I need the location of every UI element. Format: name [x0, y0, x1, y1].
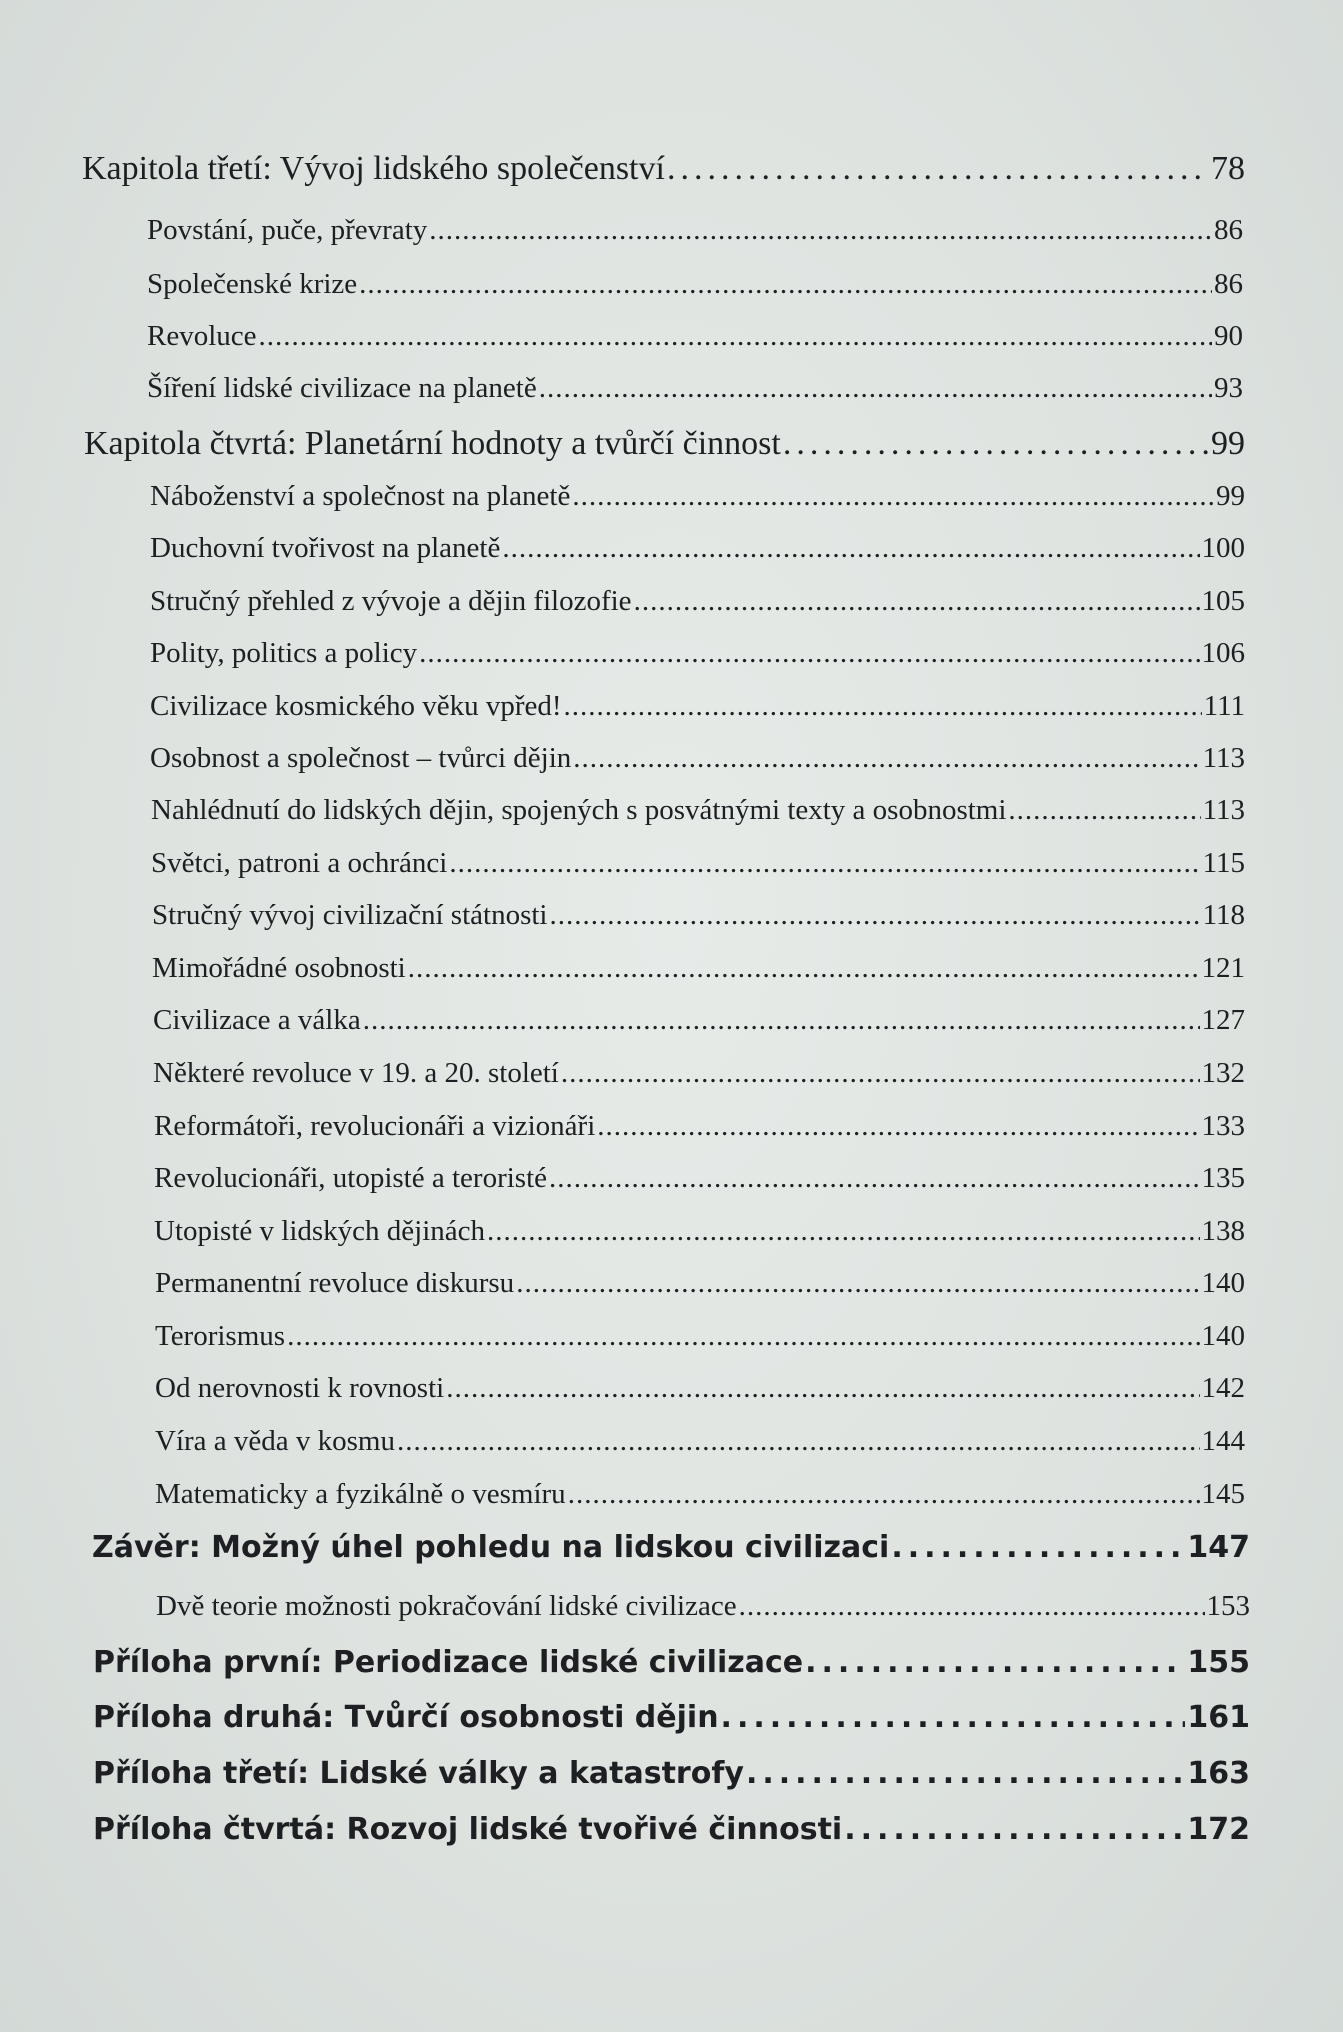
- dot-leader: [891, 1530, 1185, 1565]
- dot-leader: [568, 1478, 1200, 1511]
- dot-leader: [739, 1590, 1205, 1623]
- toc-section-entry: [147, 372, 1243, 405]
- dot-leader: [408, 952, 1200, 985]
- toc-entry-title: Mimořádné osobnosti: [152, 952, 406, 984]
- toc-entry-title: Kapitola třetí: Vývoj lidského společenství: [82, 150, 665, 187]
- toc-section-entry: [150, 532, 1245, 565]
- toc-page-number: 140: [1201, 1267, 1245, 1299]
- toc-page-number: 111: [1203, 690, 1245, 722]
- toc-entry-title: Některé revoluce v 19. a 20. století: [153, 1057, 559, 1089]
- toc-section-entry: [150, 585, 1245, 618]
- toc-section-entry: [153, 1004, 1245, 1037]
- toc-page-number: 138: [1201, 1215, 1245, 1247]
- toc-page-number: 133: [1201, 1110, 1245, 1142]
- toc-page-number: 155: [1187, 1645, 1250, 1680]
- toc-entry-title: Šíření lidské civilizace na planetě: [147, 372, 537, 404]
- dot-leader: [634, 585, 1200, 618]
- toc-page-number: 121: [1201, 952, 1245, 984]
- toc-page-number: 115: [1202, 847, 1245, 879]
- toc-section-entry: [156, 1590, 1250, 1623]
- dot-leader: [449, 847, 1200, 880]
- toc-entry-title: Duchovní tvořivost na planetě: [150, 532, 501, 564]
- toc-page-number: 99: [1211, 425, 1245, 462]
- toc-page-number: 113: [1202, 742, 1245, 774]
- toc-entry-title: Civilizace a válka: [153, 1004, 361, 1036]
- toc-entry-title: Stručný vývoj civilizační státnosti: [152, 899, 548, 931]
- toc-page-number: 113: [1202, 794, 1245, 826]
- toc-page-number: 142: [1201, 1372, 1245, 1404]
- dot-leader: [564, 690, 1202, 723]
- toc-entry-title: Osobnost a společnost – tvůrci dějin: [150, 742, 572, 774]
- toc-entry-title: Terorismus: [155, 1320, 286, 1352]
- dot-leader: [721, 1700, 1186, 1735]
- toc-entry-title: Dvě teorie možnosti pokračování lidské civilizace: [156, 1590, 737, 1622]
- toc-page-number: 153: [1206, 1590, 1250, 1622]
- toc-chapter-entry: [93, 1756, 1250, 1791]
- toc-page-number: 105: [1201, 585, 1245, 617]
- toc-section-entry: [147, 320, 1243, 353]
- toc-section-entry: [153, 1057, 1245, 1090]
- toc-entry-title: Revolucionáři, utopisté a teroristé: [154, 1162, 548, 1194]
- toc-entry-title: Světci, patroni a ochránci: [151, 847, 448, 879]
- toc-entry-title: Příloha třetí: Lidské války a katastrofy: [93, 1756, 744, 1791]
- toc-page-number: 100: [1201, 532, 1245, 564]
- toc-chapter-entry: [84, 425, 1245, 463]
- dot-leader: [502, 532, 1199, 565]
- dot-leader: [359, 268, 1212, 301]
- toc-page-number: 135: [1201, 1162, 1245, 1194]
- toc-page-number: 144: [1201, 1425, 1245, 1457]
- dot-leader: [446, 1372, 1199, 1405]
- toc-page-number: 86: [1214, 268, 1243, 300]
- toc-entry-title: Příloha druhá: Tvůrčí osobnosti dějin: [93, 1700, 719, 1735]
- toc-entry-title: Polity, politics a policy: [150, 637, 418, 669]
- toc-page-number: 161: [1187, 1700, 1250, 1735]
- toc-page-number: 99: [1216, 480, 1245, 512]
- toc-entry-title: Závěr: Možný úhel pohledu na lidskou civilizaci: [92, 1530, 890, 1565]
- toc-page-number: 90: [1214, 320, 1243, 352]
- toc-entry-title: Příloha čtvrtá: Rozvoj lidské tvořivé činnosti: [93, 1812, 843, 1847]
- dot-leader: [363, 1004, 1200, 1037]
- toc-chapter-entry: [93, 1645, 1250, 1680]
- toc-entry-title: Matematicky a fyzikálně o vesmíru: [155, 1478, 566, 1510]
- dot-leader: [397, 1425, 1200, 1458]
- toc-page-number: 140: [1201, 1320, 1245, 1352]
- toc-entry-title: Stručný přehled z vývoje a dějin filozofie: [150, 585, 632, 617]
- dot-leader: [573, 742, 1200, 775]
- toc-chapter-entry: [82, 150, 1245, 188]
- dot-leader: [549, 899, 1200, 932]
- toc-section-entry: [155, 1267, 1245, 1300]
- toc-entry-title: Civilizace kosmického věku vpřed!: [150, 690, 562, 722]
- toc-page-number: 78: [1211, 150, 1245, 187]
- toc-page-number: 172: [1187, 1812, 1250, 1847]
- toc-page-number: 93: [1214, 372, 1243, 404]
- toc-page-number: 132: [1201, 1057, 1245, 1089]
- dot-leader: [561, 1057, 1200, 1090]
- dot-leader: [746, 1756, 1185, 1791]
- toc-section-entry: [147, 214, 1243, 247]
- dot-leader: [539, 372, 1212, 405]
- toc-page-number: 106: [1201, 637, 1245, 669]
- dot-leader: [1008, 794, 1200, 827]
- toc-entry-title: Reformátoři, revolucionáři a vizionáři: [154, 1110, 596, 1142]
- toc-section-entry: [147, 268, 1243, 301]
- toc-entry-title: Utopisté v lidských dějinách: [154, 1215, 486, 1247]
- toc-section-entry: [154, 1110, 1245, 1143]
- toc-section-entry: [154, 1215, 1245, 1248]
- dot-leader: [287, 1320, 1199, 1353]
- toc-chapter-entry: [93, 1812, 1250, 1847]
- toc-page-number: 147: [1187, 1530, 1250, 1565]
- toc-page-number: 86: [1214, 214, 1243, 246]
- toc-entry-title: Společenské krize: [147, 268, 358, 300]
- dot-leader: [516, 1267, 1199, 1300]
- dot-leader: [429, 214, 1212, 247]
- dot-leader: [844, 1812, 1185, 1847]
- toc-section-entry: [150, 690, 1245, 723]
- toc-entry-title: Povstání, puče, převraty: [147, 214, 428, 246]
- toc-page-number: 163: [1187, 1756, 1250, 1791]
- toc-chapter-entry: [93, 1700, 1250, 1735]
- toc-section-entry: [150, 742, 1245, 775]
- toc-entry-title: Nahlédnutí do lidských dějin, spojených s posvátnými texty a osobnostmi: [151, 794, 1007, 826]
- toc-section-entry: [150, 480, 1245, 513]
- toc-entry-title: Revoluce: [147, 320, 257, 352]
- dot-leader: [259, 320, 1212, 353]
- dot-leader: [783, 425, 1209, 463]
- toc-page-number: 145: [1201, 1478, 1245, 1510]
- dot-leader: [805, 1645, 1185, 1680]
- toc-entry-title: Příloha první: Periodizace lidské civilizace: [93, 1645, 804, 1680]
- dot-leader: [487, 1215, 1199, 1248]
- toc-entry-title: Víra a věda v kosmu: [155, 1425, 395, 1457]
- toc-chapter-entry: [92, 1530, 1250, 1565]
- toc-section-entry: [155, 1320, 1245, 1353]
- toc-entry-title: Náboženství a společnost na planetě: [150, 480, 571, 512]
- toc-section-entry: [154, 1162, 1245, 1195]
- toc-section-entry: [150, 637, 1245, 670]
- toc-section-entry: [152, 899, 1245, 932]
- toc-section-entry: [155, 1425, 1245, 1458]
- toc-section-entry: [155, 1478, 1245, 1511]
- toc-entry-title: Kapitola čtvrtá: Planetární hodnoty a tvůrčí činnost: [84, 425, 781, 462]
- toc-section-entry: [152, 952, 1245, 985]
- toc-entry-title: Permanentní revoluce diskursu: [155, 1267, 515, 1299]
- toc-page-number: 118: [1202, 899, 1245, 931]
- toc-section-entry: [155, 1372, 1245, 1405]
- dot-leader: [419, 637, 1199, 670]
- dot-leader: [597, 1110, 1199, 1143]
- dot-leader: [549, 1162, 1199, 1195]
- dot-leader: [572, 480, 1214, 513]
- dot-leader: [667, 150, 1209, 188]
- toc-section-entry: [151, 847, 1245, 880]
- toc-section-entry: [151, 794, 1245, 827]
- toc-entry-title: Od nerovnosti k rovnosti: [155, 1372, 445, 1404]
- toc-page-number: 127: [1201, 1004, 1245, 1036]
